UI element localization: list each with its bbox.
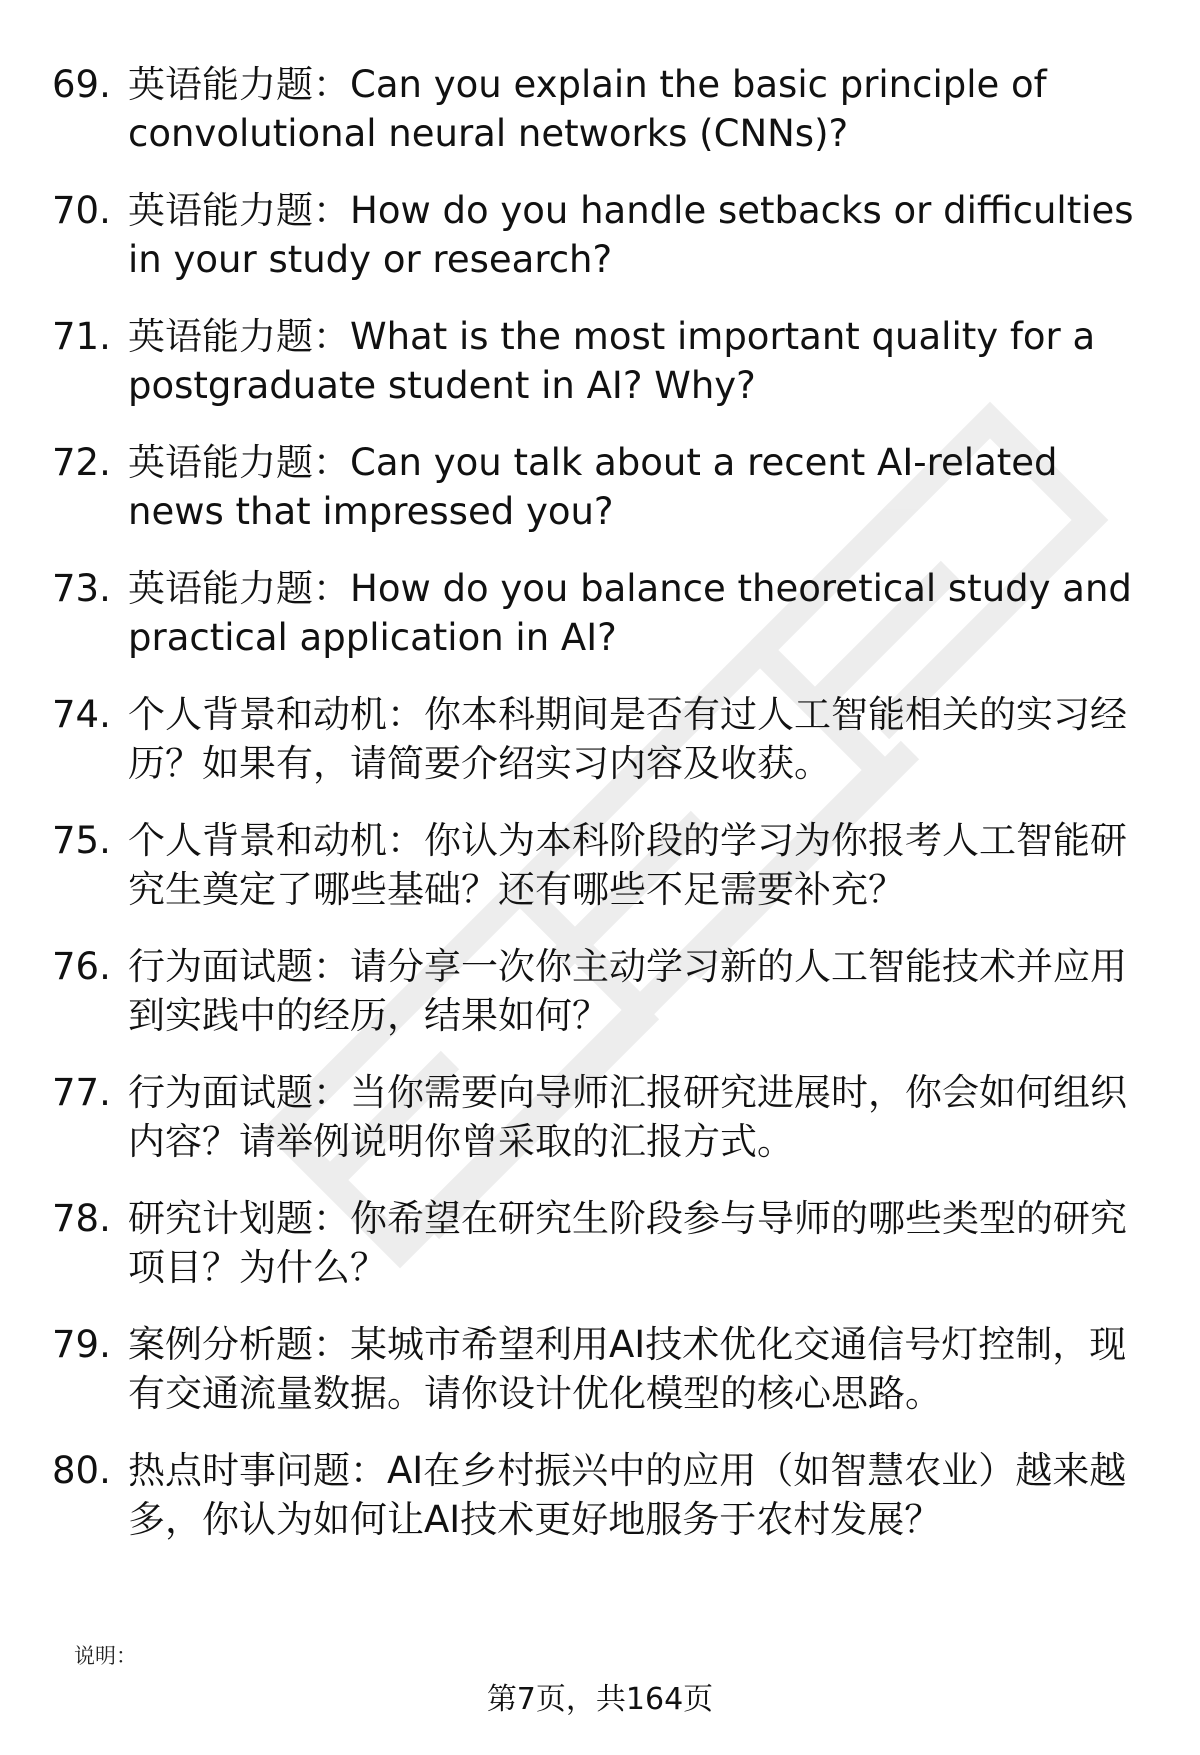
question-text: 英语能力题：Can you talk about a recent AI-related news that impressed you? <box>128 441 1058 533</box>
question-text: 行为面试题：当你需要向导师汇报研究进展时，你会如何组织内容？请举例说明你曾采取的汇报方式。 <box>128 1071 1127 1163</box>
question-number: 72. <box>52 441 111 484</box>
question-number: 77. <box>52 1071 111 1114</box>
question-text: 英语能力题：How do you balance theoretical study and practical application in AI? <box>128 567 1132 659</box>
question-number: 75. <box>52 819 111 862</box>
question-number: 70. <box>52 189 111 232</box>
question-item <box>52 816 1152 914</box>
question-item <box>52 1194 1152 1292</box>
question-number: 71. <box>52 315 111 358</box>
question-number: 80. <box>52 1449 111 1492</box>
question-number: 69. <box>52 63 111 106</box>
question-text: 个人背景和动机：你本科期间是否有过人工智能相关的实习经历？如果有，请简要介绍实习内容及收获。 <box>128 693 1127 785</box>
note-label: 说明： <box>74 1644 137 1668</box>
question-item <box>52 564 1152 662</box>
question-item <box>52 186 1152 284</box>
question-item <box>52 1446 1152 1544</box>
question-text: 英语能力题：How do you handle setbacks or difficulties in your study or research? <box>128 189 1134 281</box>
page-footer: 第7页，共164页 <box>486 1682 714 1717</box>
question-number: 73. <box>52 567 111 610</box>
question-text: 行为面试题：请分享一次你主动学习新的人工智能技术并应用到实践中的经历，结果如何？ <box>128 945 1127 1037</box>
question-item <box>52 438 1152 536</box>
question-text: 案例分析题：某城市希望利用AI技术优化交通信号灯控制，现有交通流量数据。请你设计优化模型的核心思路。 <box>128 1323 1127 1415</box>
question-item <box>52 1068 1152 1166</box>
question-list <box>52 60 1152 1572</box>
question-text: 热点时事问题：AI在乡村振兴中的应用（如智慧农业）越来越多，你认为如何让AI技术更好地服务于农村发展？ <box>128 1449 1127 1541</box>
question-text: 个人背景和动机：你认为本科阶段的学习为你报考人工智能研究生奠定了哪些基础？还有哪些不足需要补充？ <box>128 819 1127 911</box>
question-number: 79. <box>52 1323 111 1366</box>
question-text: 英语能力题：What is the most important quality for a postgraduate student in AI? Why? <box>128 315 1096 407</box>
question-item <box>52 312 1152 410</box>
question-item <box>52 690 1152 788</box>
question-item <box>52 1320 1152 1418</box>
question-item <box>52 60 1152 158</box>
question-text: 研究计划题：你希望在研究生阶段参与导师的哪些类型的研究项目？为什么？ <box>128 1197 1127 1289</box>
question-number: 74. <box>52 693 111 736</box>
question-number: 76. <box>52 945 111 988</box>
question-item <box>52 942 1152 1040</box>
question-number: 78. <box>52 1197 111 1240</box>
question-text: 英语能力题：Can you explain the basic principle of convolutional neural networks (CNNs)? <box>128 63 1047 155</box>
